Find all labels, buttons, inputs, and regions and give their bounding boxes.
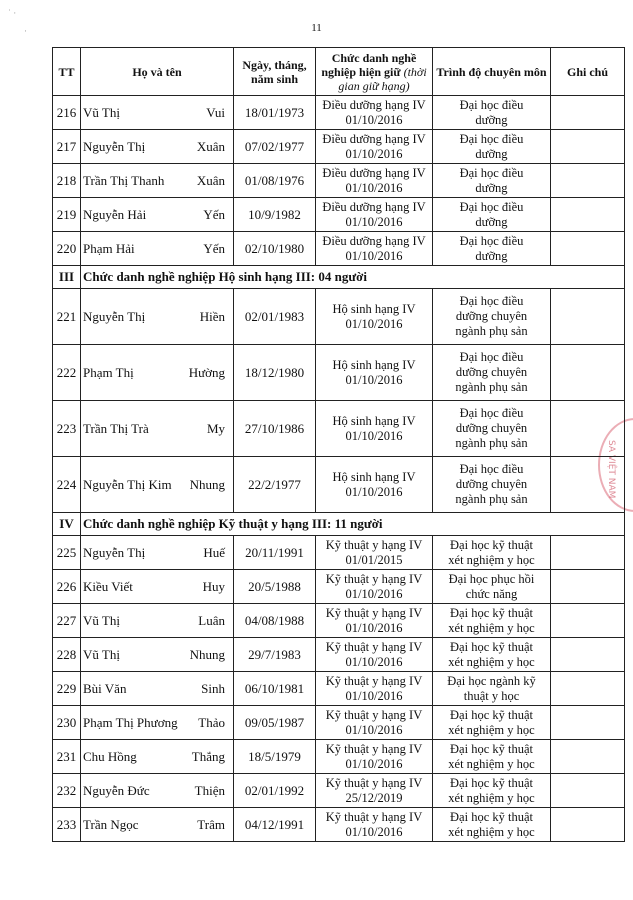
cell-title-since: 01/10/2016 <box>345 620 403 635</box>
cell-edu <box>433 638 551 672</box>
cell-note <box>551 536 625 570</box>
cell-title-rank: Kỹ thuật y hạng IV <box>325 571 423 586</box>
table-row <box>53 401 625 457</box>
cell-title <box>316 401 433 457</box>
cell-tt: 227 <box>53 604 81 638</box>
cell-note <box>551 164 625 198</box>
cell-title-since: 01/10/2016 <box>345 428 403 443</box>
cell-edu <box>433 808 551 842</box>
cell-title-rank: Hộ sinh hạng IV <box>332 413 416 428</box>
cell-edu-line: Đại học điều <box>459 350 524 364</box>
cell-edu <box>433 130 551 164</box>
section-label: Chức danh nghề nghiệp Kỹ thuật y hạng III: 11 người <box>81 513 625 536</box>
cell-edu-line: Đại học kỹ thuật <box>450 809 533 824</box>
cell-tt: 233 <box>53 808 81 842</box>
cell-given-name: Thiện <box>194 782 225 798</box>
cell-title <box>316 130 433 164</box>
cell-name <box>81 808 234 842</box>
cell-note <box>551 570 625 604</box>
cell-dob: 18/12/1980 <box>234 345 316 401</box>
cell-edu-line: xét nghiệm y học <box>448 654 535 669</box>
cell-dob: 18/01/1973 <box>234 96 316 130</box>
cell-tt: 218 <box>53 164 81 198</box>
cell-note <box>551 232 625 266</box>
cell-note <box>551 457 625 513</box>
cell-title-since: 01/10/2016 <box>345 248 403 263</box>
cell-title-rank: Kỹ thuật y hạng IV <box>325 741 423 756</box>
cell-surname: Vũ Thị <box>83 646 120 662</box>
cell-name <box>81 198 234 232</box>
table-row <box>53 345 625 401</box>
cell-edu <box>433 774 551 808</box>
cell-dob: 04/12/1991 <box>234 808 316 842</box>
cell-name <box>81 536 234 570</box>
cell-dob: 27/10/1986 <box>234 401 316 457</box>
cell-surname: Nguyễn Đức <box>83 782 150 798</box>
cell-edu <box>433 345 551 401</box>
cell-surname: Trần Thị Trà <box>83 420 149 436</box>
cell-given-name: Xuân <box>196 172 225 188</box>
table-row <box>53 289 625 345</box>
cell-dob: 09/05/1987 <box>234 706 316 740</box>
cell-given-name: Vui <box>206 104 225 120</box>
cell-edu <box>433 232 551 266</box>
cell-edu-line: Đại học kỹ thuật <box>450 741 533 756</box>
cell-edu <box>433 164 551 198</box>
cell-edu-line: Đại học phục hồi <box>448 571 535 586</box>
cell-title <box>316 706 433 740</box>
cell-note <box>551 198 625 232</box>
cell-dob: 02/01/1992 <box>234 774 316 808</box>
cell-edu-line: xét nghiệm y học <box>448 620 535 635</box>
cell-given-name: Yến <box>203 206 225 222</box>
cell-title-since: 01/10/2016 <box>345 180 403 195</box>
cell-title-rank: Kỹ thuật y hạng IV <box>325 673 423 688</box>
cell-note <box>551 289 625 345</box>
cell-tt: 232 <box>53 774 81 808</box>
cell-title-since: 01/10/2016 <box>345 372 403 387</box>
section-roman: IV <box>53 513 81 536</box>
cell-title <box>316 808 433 842</box>
cell-edu-line: dưỡng <box>475 180 508 195</box>
cell-surname: Nguyễn Thị <box>83 544 146 560</box>
cell-edu-line: ngành phụ sản <box>455 324 528 338</box>
cell-tt: 222 <box>53 345 81 401</box>
cell-title-rank: Kỹ thuật y hạng IV <box>325 605 423 620</box>
cell-edu-line: dưỡng chuyên <box>455 421 528 435</box>
cell-name <box>81 774 234 808</box>
cell-edu <box>433 672 551 706</box>
cell-edu-line: xét nghiệm y học <box>448 552 535 567</box>
table-header-row <box>53 48 625 96</box>
cell-title-since: 01/10/2016 <box>345 316 403 331</box>
cell-tt: 228 <box>53 638 81 672</box>
cell-edu-line: Đại học điều <box>459 406 524 420</box>
cell-dob: 06/10/1981 <box>234 672 316 706</box>
cell-edu-line: dưỡng chuyên <box>455 477 528 491</box>
col-header-name: Họ và tên <box>81 48 234 96</box>
cell-name <box>81 345 234 401</box>
cell-title-since: 01/10/2016 <box>345 654 403 669</box>
cell-title <box>316 774 433 808</box>
cell-edu <box>433 401 551 457</box>
cell-title <box>316 638 433 672</box>
scan-speck: · <box>24 26 27 36</box>
cell-title-rank: Hộ sinh hạng IV <box>332 301 416 316</box>
cell-edu-line: ngành phụ sản <box>455 436 528 450</box>
cell-tt: 229 <box>53 672 81 706</box>
cell-edu-line: dưỡng <box>475 112 508 127</box>
cell-surname: Phạm Hải <box>83 240 135 256</box>
cell-edu-line: Đại học kỹ thuật <box>450 707 533 722</box>
cell-name <box>81 706 234 740</box>
cell-note <box>551 96 625 130</box>
cell-title <box>316 232 433 266</box>
cell-dob: 01/08/1976 <box>234 164 316 198</box>
cell-title-since: 01/10/2016 <box>345 214 403 229</box>
cell-tt: 217 <box>53 130 81 164</box>
cell-title-since: 01/10/2016 <box>345 112 403 127</box>
cell-note <box>551 345 625 401</box>
cell-surname: Vũ Thị <box>83 612 120 628</box>
cell-title-since: 01/10/2016 <box>345 756 403 771</box>
cell-name <box>81 638 234 672</box>
cell-edu-line: dưỡng <box>475 214 508 229</box>
cell-edu-line: xét nghiệm y học <box>448 790 535 805</box>
section-row-midwife <box>53 266 625 289</box>
cell-tt: 231 <box>53 740 81 774</box>
cell-edu-line: dưỡng chuyên <box>455 309 528 323</box>
cell-note <box>551 774 625 808</box>
cell-edu-line: Đại học điều <box>459 294 524 308</box>
cell-title-rank: Kỹ thuật y hạng IV <box>325 537 423 552</box>
cell-given-name: Hiền <box>199 308 225 324</box>
cell-title-rank: Điều dưỡng hạng IV <box>322 199 426 214</box>
cell-title-rank: Kỹ thuật y hạng IV <box>325 707 423 722</box>
cell-title <box>316 604 433 638</box>
cell-note <box>551 604 625 638</box>
cell-edu-line: Đại học điều <box>459 199 524 214</box>
col-header-edu: Trình độ chuyên môn <box>433 48 551 96</box>
cell-name <box>81 570 234 604</box>
table-row <box>53 232 625 266</box>
cell-edu <box>433 604 551 638</box>
cell-note <box>551 808 625 842</box>
cell-dob: 20/5/1988 <box>234 570 316 604</box>
cell-title-rank: Kỹ thuật y hạng IV <box>325 809 423 824</box>
cell-title-since: 01/10/2016 <box>345 484 403 499</box>
cell-name <box>81 130 234 164</box>
cell-given-name: Huế <box>203 544 225 560</box>
cell-dob: 04/08/1988 <box>234 604 316 638</box>
cell-title <box>316 345 433 401</box>
cell-given-name: Hường <box>188 364 225 380</box>
cell-title-since: 01/01/2015 <box>345 552 403 567</box>
cell-surname: Vũ Thị <box>83 104 120 120</box>
cell-title-rank: Hộ sinh hạng IV <box>332 357 416 372</box>
cell-given-name: Nhung <box>189 646 225 662</box>
table-row <box>53 536 625 570</box>
cell-given-name: Luân <box>198 612 225 628</box>
cell-tt: 225 <box>53 536 81 570</box>
cell-surname: Nguyễn Thị <box>83 138 146 154</box>
cell-edu-line: thuật y học <box>463 688 520 703</box>
cell-given-name: Yến <box>203 240 225 256</box>
cell-given-name: Huy <box>202 578 225 594</box>
cell-dob: 02/10/1980 <box>234 232 316 266</box>
cell-edu <box>433 570 551 604</box>
cell-edu-line: Đại học ngành kỹ <box>447 673 536 688</box>
cell-title-since: 01/10/2016 <box>345 722 403 737</box>
cell-title-since: 01/10/2016 <box>345 586 403 601</box>
cell-edu-line: ngành phụ sản <box>455 492 528 506</box>
cell-edu <box>433 706 551 740</box>
cell-edu <box>433 457 551 513</box>
table-row <box>53 164 625 198</box>
cell-note <box>551 706 625 740</box>
cell-title-rank: Kỹ thuật y hạng IV <box>325 639 423 654</box>
cell-edu-line: Đại học điều <box>459 131 524 146</box>
cell-edu-line: dưỡng <box>475 146 508 161</box>
cell-given-name: Thắng <box>191 748 225 764</box>
cell-dob: 07/02/1977 <box>234 130 316 164</box>
cell-title <box>316 198 433 232</box>
stamp-text: SA VIỆT NAM <box>606 440 616 499</box>
cell-title <box>316 740 433 774</box>
cell-tt: 221 <box>53 289 81 345</box>
cell-given-name: Xuân <box>196 138 225 154</box>
cell-title <box>316 536 433 570</box>
cell-edu-line: Đại học điều <box>459 165 524 180</box>
cell-edu-line: chức năng <box>465 586 518 601</box>
table-row <box>53 604 625 638</box>
cell-surname: Nguyễn Hải <box>83 206 147 222</box>
cell-given-name: Nhung <box>189 476 225 492</box>
section-roman: III <box>53 266 81 289</box>
cell-edu-line: dưỡng <box>475 248 508 263</box>
cell-edu <box>433 198 551 232</box>
cell-title-rank: Điều dưỡng hạng IV <box>322 233 426 248</box>
cell-tt: 220 <box>53 232 81 266</box>
table-row <box>53 198 625 232</box>
cell-name <box>81 289 234 345</box>
cell-name <box>81 164 234 198</box>
cell-given-name: Thảo <box>198 714 225 730</box>
cell-edu-line: xét nghiệm y học <box>448 824 535 839</box>
staff-table <box>52 47 625 842</box>
cell-title-rank: Kỹ thuật y hạng IV <box>325 775 423 790</box>
table-row <box>53 774 625 808</box>
cell-given-name: My <box>206 420 225 436</box>
col-header-dob: Ngày, tháng, năm sinh <box>234 48 316 96</box>
cell-dob: 18/5/1979 <box>234 740 316 774</box>
cell-surname: Chu Hồng <box>83 748 137 764</box>
cell-name <box>81 604 234 638</box>
cell-tt: 224 <box>53 457 81 513</box>
cell-title <box>316 457 433 513</box>
cell-title <box>316 96 433 130</box>
cell-note <box>551 740 625 774</box>
cell-tt: 230 <box>53 706 81 740</box>
cell-name <box>81 96 234 130</box>
cell-surname: Trần Thị Thanh <box>83 172 165 188</box>
cell-given-name: Sinh <box>201 680 225 696</box>
cell-edu-line: Đại học điều <box>459 233 524 248</box>
cell-name <box>81 401 234 457</box>
table-row <box>53 672 625 706</box>
page-number: 11 <box>311 22 322 34</box>
cell-edu-line: Đại học kỹ thuật <box>450 605 533 620</box>
table-row <box>53 808 625 842</box>
cell-tt: 219 <box>53 198 81 232</box>
cell-edu-line: ngành phụ sản <box>455 380 528 394</box>
cell-note <box>551 638 625 672</box>
cell-edu <box>433 96 551 130</box>
cell-dob: 29/7/1983 <box>234 638 316 672</box>
scan-speck: ˙ · <box>8 8 17 18</box>
cell-edu-line: Đại học kỹ thuật <box>450 537 533 552</box>
cell-edu-line: Đại học kỹ thuật <box>450 775 533 790</box>
cell-title-rank: Điều dưỡng hạng IV <box>322 165 426 180</box>
cell-edu-line: dưỡng chuyên <box>455 365 528 379</box>
cell-title <box>316 164 433 198</box>
cell-surname: Phạm Thị Phương <box>83 714 178 730</box>
cell-title-rank: Điều dưỡng hạng IV <box>322 131 426 146</box>
col-header-tt: TT <box>53 48 81 96</box>
cell-title-since: 25/12/2019 <box>345 790 403 805</box>
cell-title-since: 01/10/2016 <box>345 824 403 839</box>
cell-title-rank: Điều dưỡng hạng IV <box>322 97 426 112</box>
cell-surname: Nguyễn Thị <box>83 308 146 324</box>
cell-edu <box>433 536 551 570</box>
cell-title <box>316 672 433 706</box>
cell-title <box>316 289 433 345</box>
cell-tt: 216 <box>53 96 81 130</box>
table-row <box>53 130 625 164</box>
cell-dob: 22/2/1977 <box>234 457 316 513</box>
cell-surname: Bùi Văn <box>83 680 127 696</box>
cell-note <box>551 672 625 706</box>
cell-name <box>81 672 234 706</box>
table-row <box>53 457 625 513</box>
cell-edu-line: Đại học điều <box>459 462 524 476</box>
cell-surname: Kiều Viết <box>83 578 133 594</box>
table-row <box>53 706 625 740</box>
cell-edu-line: Đại học kỹ thuật <box>450 639 533 654</box>
cell-title-since: 01/10/2016 <box>345 146 403 161</box>
col-header-note: Ghi chú <box>551 48 625 96</box>
cell-note <box>551 130 625 164</box>
cell-tt: 226 <box>53 570 81 604</box>
cell-title <box>316 570 433 604</box>
cell-tt: 223 <box>53 401 81 457</box>
cell-edu-line: xét nghiệm y học <box>448 722 535 737</box>
col-header-title <box>316 48 433 96</box>
table-row <box>53 96 625 130</box>
cell-dob: 10/9/1982 <box>234 198 316 232</box>
cell-surname: Trần Ngọc <box>83 816 139 832</box>
cell-edu <box>433 740 551 774</box>
cell-surname: Nguyễn Thị Kim <box>83 476 172 492</box>
cell-dob: 20/11/1991 <box>234 536 316 570</box>
cell-name <box>81 232 234 266</box>
cell-note <box>551 401 625 457</box>
cell-dob: 02/01/1983 <box>234 289 316 345</box>
cell-edu-line: Đại học điều <box>459 97 524 112</box>
section-label: Chức danh nghề nghiệp Hộ sinh hạng III: 04 người <box>81 266 625 289</box>
cell-name <box>81 457 234 513</box>
cell-given-name: Trâm <box>197 816 225 832</box>
cell-name <box>81 740 234 774</box>
cell-edu <box>433 289 551 345</box>
cell-edu-line: xét nghiệm y học <box>448 756 535 771</box>
table-row <box>53 638 625 672</box>
cell-title-rank: Hộ sinh hạng IV <box>332 469 416 484</box>
section-row-medical-tech <box>53 513 625 536</box>
table-row <box>53 740 625 774</box>
table-row <box>53 570 625 604</box>
cell-title-since: 01/10/2016 <box>345 688 403 703</box>
col-header-title-main: Chức danh nghề nghiệp hiện giữ <box>321 50 417 79</box>
cell-surname: Phạm Thị <box>83 364 134 380</box>
col-header-title-paren: (thời gian giữ hạng) <box>338 64 427 93</box>
